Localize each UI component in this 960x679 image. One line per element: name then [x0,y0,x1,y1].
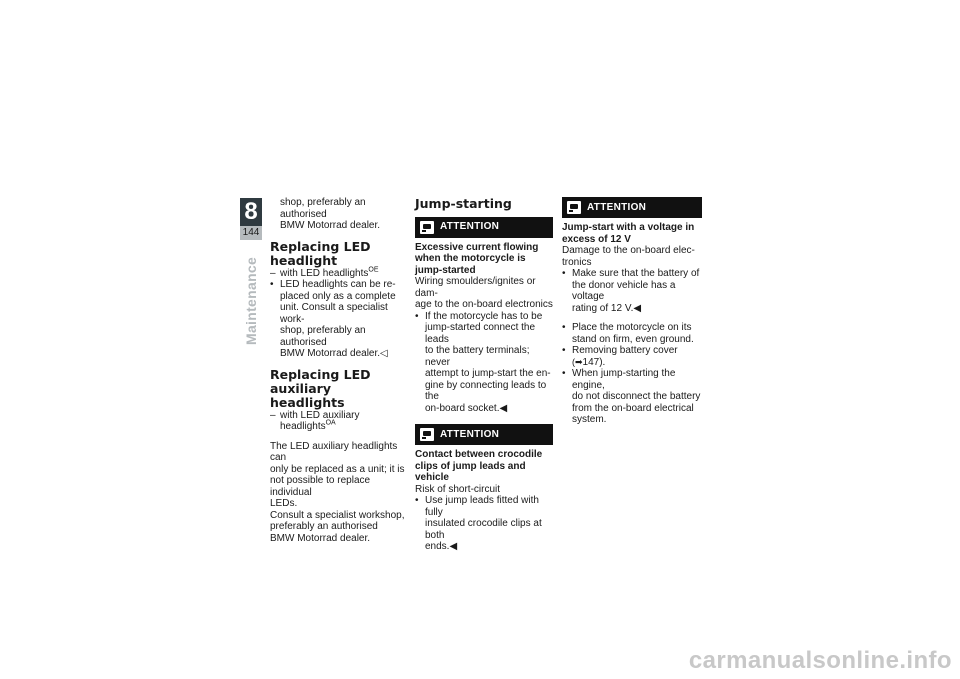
equipment-option: – with LED headlights$^{OE}$ [270,266,379,279]
intro-line: shop, preferably an authorised [280,197,366,220]
attention-title: Excessive current flowing when the motorcycle is jump-started [415,241,539,276]
attention-box: ATTENTION [415,217,553,238]
page-number: 144 [240,226,262,240]
section-heading-led: Replacing LED headlight [270,238,371,268]
attention-bullet-list [562,268,702,314]
aux-paragraph: The LED auxiliary headlights can only be replaced as a unit; it is not possible to replace individual LEDs. Consult a specialist workshop, preferably an authorised BMW Motorrad dealer. [270,440,405,544]
list-item: • Place the motorcycle on its stand on firm, even ground. [562,322,694,345]
chapter-number: 8 [240,198,262,226]
list-item: • If the motorcycle has to be jump-started connect the leads to the battery terminals; never attempt to jump-start the en- gine by connecting leads to the on-board socket.◀ [415,310,551,414]
page-ref-arrow-icon: (➡ [572,356,583,367]
section-heading-aux: Replacing LED auxiliary [270,366,371,396]
list-item: • Make sure that the battery of the donor vehicle has a voltage rating of 12 V.◀ [562,268,700,314]
attention-risk: Damage to the on-board elec- tronics [562,245,695,268]
section-heading-aux: headlights [270,394,345,410]
led-bullet-list [270,279,406,360]
attention-box: ATTENTION [562,197,702,218]
warning-icon [420,428,434,441]
list-item: • Removing battery cover (➡147). [562,345,678,368]
attention-title: Contact between crocodile clips of jump leads and vehicle [415,449,543,483]
steps-list [562,322,702,426]
attention-risk: Wiring smoulders/ignites or dam- age to the on-board electronics [415,276,553,310]
section-heading-jump: Jump-starting [415,196,512,211]
watermark: carmanualsonline.info [688,647,952,674]
attention-risk: Risk of short-circuit [415,483,501,495]
page-reference-link[interactable]: 147). [582,356,606,368]
attention-box: ATTENTION [415,424,553,445]
column-3 [562,197,702,426]
column-2 [415,197,553,553]
warning-icon [567,201,581,214]
equipment-option: – with LED auxiliary headlights$^{OA}$ [270,409,360,432]
warning-icon [420,221,434,234]
attention-bullet-list [415,311,553,415]
attention-bullet-list [415,495,553,553]
column-1 [270,197,406,544]
chapter-title: Maintenance [243,256,259,345]
list-item: • Use jump leads fitted with fully insulated crocodile clips at both ends.◀ [415,495,542,552]
list-item: • When jump-starting the engine, do not disconnect the battery from the on-board electrical system. [562,368,701,425]
attention-title: Jump-start with a voltage in excess of 12 V [562,222,695,245]
intro-line: BMW Motorrad dealer. [280,220,381,231]
list-item: • LED headlights can be re- placed only as a complete unit. Consult a specialist work- shop, preferably an authorised BMW Motorrad dealer.◁ [270,279,396,359]
